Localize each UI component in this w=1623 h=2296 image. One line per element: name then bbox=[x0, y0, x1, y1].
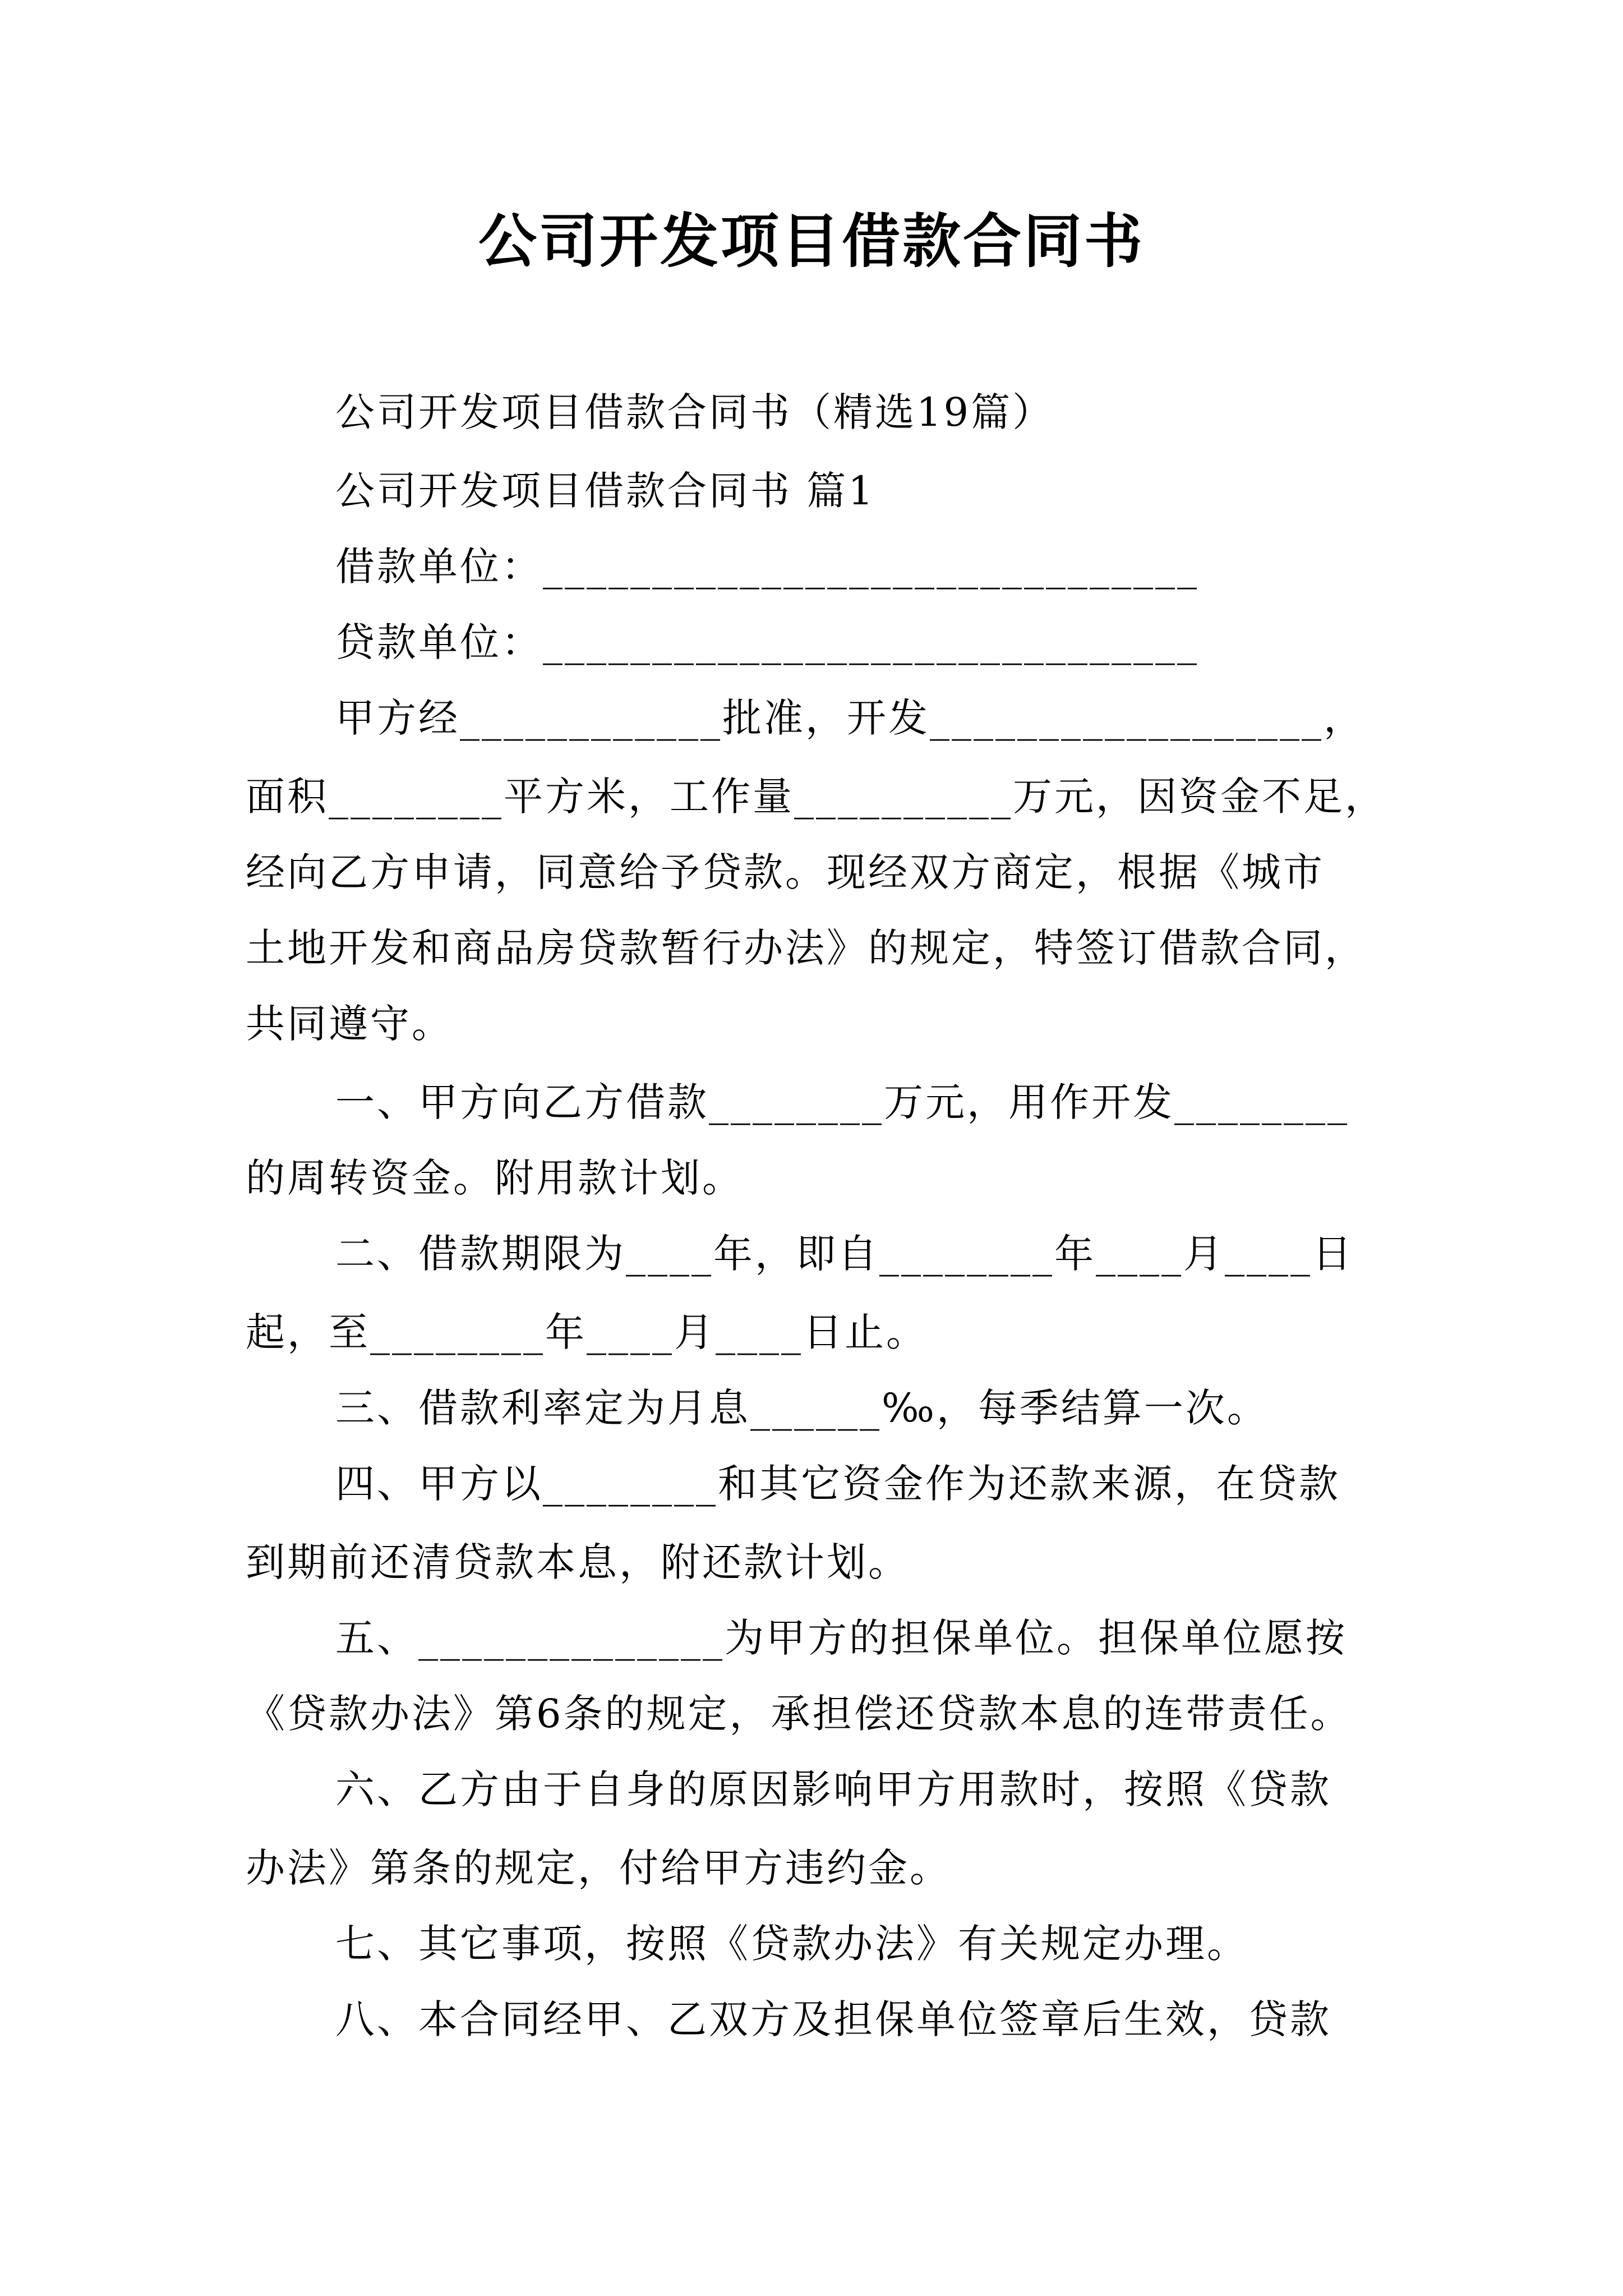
clause-1-line: 一、甲方向乙方借款________万元，用作开发________ bbox=[335, 1079, 1349, 1125]
clause-6-line: 办法》第条的规定，付给甲方违约金。 bbox=[246, 1845, 951, 1891]
clause-2-line: 二、借款期限为____年，即自________年____月____日 bbox=[335, 1231, 1354, 1277]
paragraph-line: 共同遵守。 bbox=[246, 1001, 453, 1047]
borrower-field: 借款单位：______________________________ bbox=[335, 544, 1199, 590]
clause-7-line: 七、其它事项，按照《贷款办法》有关规定办理。 bbox=[335, 1921, 1248, 1967]
clause-5-line: 五、______________为甲方的担保单位。担保单位愿按 bbox=[335, 1615, 1347, 1661]
clause-8-line: 八、本合同经甲、乙双方及担保单位签章后生效，贷款 bbox=[335, 1996, 1331, 2042]
lender-field: 贷款单位：______________________________ bbox=[335, 619, 1199, 665]
clause-4-line: 四、甲方以________和其它资金作为还款来源，在贷款 bbox=[335, 1461, 1340, 1507]
paragraph-line: 土地开发和商品房贷款暂行办法》的规定，特签订借款合同， bbox=[246, 925, 1366, 971]
section-heading: 公司开发项目借款合同书 篇1 bbox=[335, 468, 875, 514]
subtitle-line: 公司开发项目借款合同书（精选19篇） bbox=[335, 389, 1054, 435]
clause-4-line: 到期前还清贷款本息，附还款计划。 bbox=[246, 1539, 910, 1585]
clause-5-line: 《贷款办法》第6条的规定，承担偿还贷款本息的连带责任。 bbox=[246, 1691, 1352, 1737]
paragraph-line: 面积________平方米，工作量__________万元，因资金不足， bbox=[246, 774, 1386, 820]
paragraph-line: 经向乙方申请，同意给予贷款。现经双方商定，根据《城市 bbox=[246, 849, 1325, 895]
clause-2-line: 起，至________年____月____日止。 bbox=[246, 1309, 928, 1355]
clause-3-line: 三、借款利率定为月息______‰，每季结算一次。 bbox=[335, 1385, 1269, 1431]
clause-1-line: 的周转资金。附用款计划。 bbox=[246, 1155, 744, 1201]
clause-6-line: 六、乙方由于自身的原因影响甲方用款时，按照《贷款 bbox=[335, 1766, 1331, 1812]
document-title: 公司开发项目借款合同书 bbox=[478, 206, 1145, 275]
paragraph-line: 甲方经____________批准，开发__________________， bbox=[335, 695, 1365, 741]
